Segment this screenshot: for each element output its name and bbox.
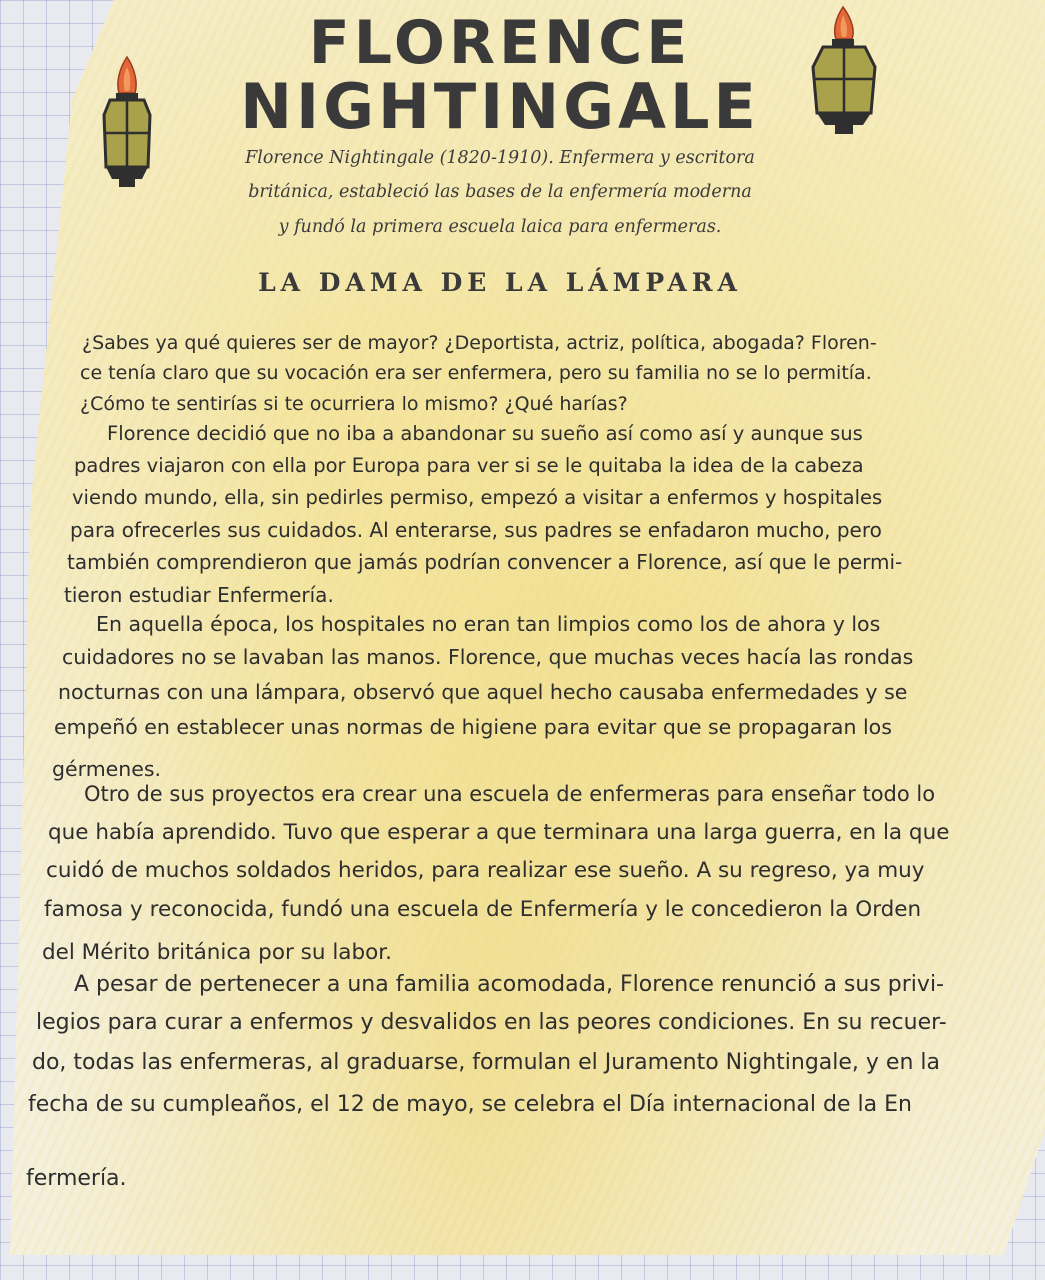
body-line: fecha de su cumpleaños, el 12 de mayo, se celebra el Día internacional de la En <box>28 1092 912 1117</box>
body-line: cuidadores no se lavaban las manos. Florence, que muchas veces hacía las rondas <box>62 645 914 669</box>
body-line: ¿Cómo te sentirías si te ocurriera lo mismo? ¿Qué harías? <box>80 393 628 415</box>
body-line: del Mérito británica por su labor. <box>42 940 392 965</box>
lamp-right-icon <box>805 5 885 140</box>
section-heading: LA DAMA DE LA LÁMPARA <box>258 268 742 297</box>
body-line: En aquella época, los hospitales no eran tan limpios como los de ahora y los <box>96 612 881 636</box>
intro-line: Florence Nightingale (1820-1910). Enfermera y escritora <box>245 148 755 168</box>
body-line: famosa y reconocida, fundó una escuela de Enfermería y le concedieron la Orden <box>44 897 922 922</box>
body-line: cuidó de muchos soldados heridos, para realizar ese sueño. A su regreso, ya muy <box>46 858 925 883</box>
lamp-left-icon <box>92 55 162 190</box>
body-line: que había aprendido. Tuvo que esperar a que terminara una larga guerra, en la que <box>48 820 950 845</box>
intro-line: y fundó la primera escuela laica para enfermeras. <box>278 217 722 237</box>
body-line: legios para curar a enfermos y desvalidos en las peores condiciones. En su recuer- <box>36 1010 947 1035</box>
body-line: también comprendieron que jamás podrían convencer a Florence, así que le permi- <box>67 550 903 574</box>
body-line: Florence decidió que no iba a abandonar su sueño así como así y aunque sus <box>107 422 863 445</box>
body-line: gérmenes. <box>52 757 162 781</box>
body-line: ¿Sabes ya qué quieres ser de mayor? ¿Deportista, actriz, política, abogada? Floren- <box>82 332 877 354</box>
body-line: para ofrecerles sus cuidados. Al enterarse, sus padres se enfadaron mucho, pero <box>70 518 882 542</box>
body-line: viendo mundo, ella, sin pedirles permiso, empezó a visitar a enfermos y hospitales <box>72 486 883 509</box>
body-line: tieron estudiar Enfermería. <box>64 583 334 607</box>
body-line: do, todas las enfermeras, al graduarse, formulan el Juramento Nightingale, y en la <box>32 1050 940 1075</box>
page-title-line-2: NIGHTINGALE <box>240 70 760 143</box>
body-line: padres viajaron con ella por Europa para ver si se le quitaba la idea de la cabeza <box>74 454 864 477</box>
body-line: Otro de sus proyectos era crear una escuela de enfermeras para enseñar todo lo <box>84 782 936 806</box>
body-line: nocturnas con una lámpara, observó que aquel hecho causaba enfermedades y se <box>58 680 908 704</box>
intro-line: británica, estableció las bases de la enfermería moderna <box>248 182 752 202</box>
body-line: A pesar de pertenecer a una familia acomodada, Florence renunció a sus privi- <box>74 972 944 997</box>
body-line: fermería. <box>26 1166 127 1191</box>
body-line: empeñó en establecer unas normas de higiene para evitar que se propagaran los <box>54 715 892 739</box>
body-line: ce tenía claro que su vocación era ser enfermera, pero su familia no se lo permitía. <box>80 362 872 384</box>
page-title-line-1: FLORENCE <box>308 8 692 78</box>
